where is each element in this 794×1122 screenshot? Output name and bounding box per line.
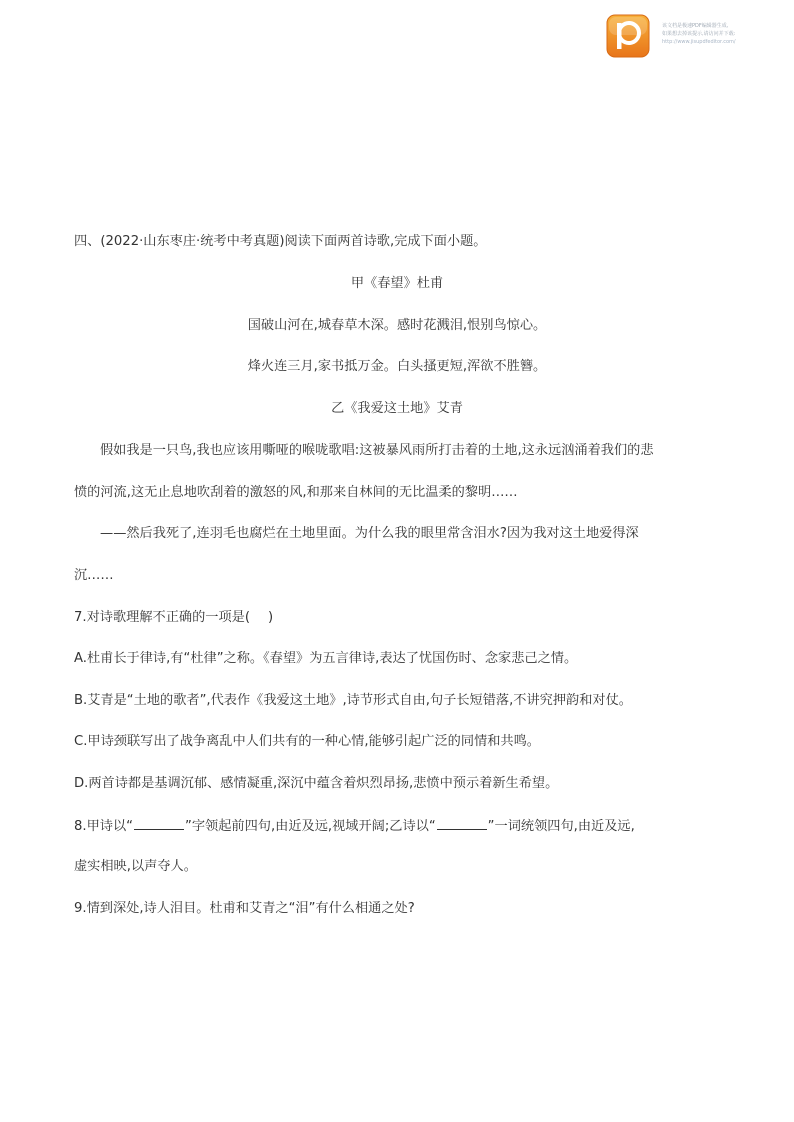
question-8-part2: ”字领起前四句,由近及远,视域开阔;乙诗以“ [184,819,436,834]
question-7-option-b: B.艾青是“土地的歌者”,代表作《我爱这土地》,诗节形式自由,句子长短错落,不讲究押韵和对仗。 [74,693,632,708]
question-8-part1: 8.甲诗以“ [74,819,133,834]
question-9: 9.情到深处,诗人泪目。杜甫和艾青之“泪”有什么相通之处? [74,901,415,916]
question-7-stem [74,609,273,627]
question-8-part3: ”一词统领四句,由近及远, [487,819,635,834]
watermark-line1: 该文档是极速PDF编辑器生成, [662,23,729,29]
question-7-option-d: D.两首诗都是基调沉郁、感情凝重,深沉中蕴含着炽烈昂扬,悲愤中预示着新生希望。 [74,776,559,791]
question-8-line2: 虚实相映,以声夺人。 [74,859,197,874]
watermark-line2: 如果想去掉该提示,请访问并下载: [662,31,736,37]
poem2-para1-line1: 假如我是一只鸟,我也应该用嘶哑的喉咙歌唱:这被暴风雨所打击着的土地,这永远汹涌着我们的悲 [100,443,654,458]
question-8-line1 [74,817,635,836]
poem2-para2-line1: ——然后我死了,连羽毛也腐烂在土地里面。为什么我的眼里常含泪水?因为我对这土地爱得深 [100,526,639,541]
watermark [606,14,786,60]
question-7-option-a: A.杜甫长于律诗,有“杜律”之称。《春望》为五言律诗,表达了忧国伤时、念家悲己之情。 [74,651,578,666]
watermark-text [662,22,786,46]
poem1-line1: 国破山河在,城春草木深。感时花溅泪,恨别鸟惊心。 [247,318,547,333]
answer-blank-2 [437,817,487,830]
question-7-option-c: C.甲诗颈联写出了战争离乱中人们共有的一种心情,能够引起广泛的同情和共鸣。 [74,734,540,749]
poem1-line2: 烽火连三月,家书抵万金。白头搔更短,浑欲不胜簪。 [247,359,547,374]
section-heading: 四、(2022·山东枣庄·统考中考真题)阅读下面两首诗歌,完成下面小题。 [74,234,487,249]
poem1-title: 甲《春望》杜甫 [350,276,444,291]
poem2-title: 乙《我爱这土地》艾青 [331,401,463,416]
poem2-para2-line2: 沉…… [74,568,114,583]
question-7-stem-end: ) [267,610,274,625]
question-7-stem-start: 7.对诗歌理解不正确的一项是( [74,610,250,625]
pdf-editor-logo-icon [606,14,650,58]
poem2-para1-line2: 愤的河流,这无止息地吹刮着的激怒的风,和那来自林间的无比温柔的黎明…… [74,485,518,500]
watermark-url: http://www.jisupdfeditor.com/ [662,39,736,45]
answer-blank-1 [134,817,184,830]
